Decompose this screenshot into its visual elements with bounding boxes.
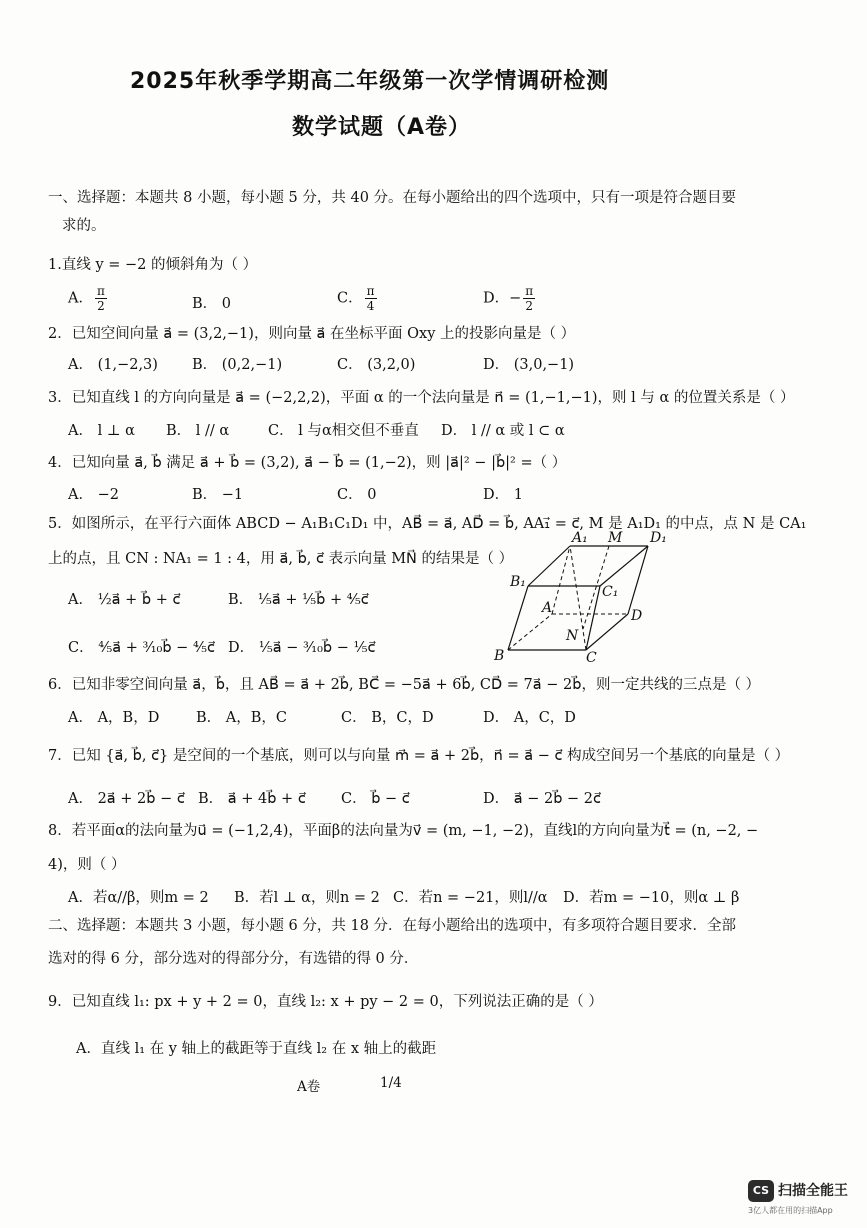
edge-b1-a1 <box>528 546 570 586</box>
question-9-option-a: A．直线 l₁ 在 y 轴上的截距等于直线 l₂ 在 x 轴上的截距 <box>76 1041 437 1057</box>
fraction-denominator: 2 <box>525 299 534 313</box>
scanner-brand: 扫描全能王 <box>778 1183 848 1199</box>
question-8-stem-line2: 4)，则（ ） <box>48 857 126 873</box>
question-9-stem: 9．已知直线 l₁: px + y + 2 = 0，直线 l₂: x + py − 2 = 0，下列说法正确的是（ ） <box>48 994 603 1010</box>
question-1-option-c <box>337 284 379 313</box>
question-2-option-b: B． (0,2,−1) <box>192 357 283 373</box>
page-title: 2025年秋季学期高二年级第一次学情调研检测 <box>130 69 610 94</box>
edge-d-d1 <box>628 546 648 614</box>
question-7-option-b: B． a⃗ + 4b⃗ + c⃗ <box>198 791 306 807</box>
question-1-option-b: B． 0 <box>192 296 231 312</box>
question-5-option-b: B． ⅕a⃗ + ⅕b⃗ + ⅘c⃗ <box>228 592 369 608</box>
question-2-stem: 2．已知空间向量 a⃗ = (3,2,−1)，则向量 a⃗ 在坐标平面 Oxy 上的投影向量是（ ） <box>48 326 576 342</box>
label-b1: B₁ <box>510 574 526 590</box>
question-5-option-d: D． ⅕a⃗ − ³⁄₁₀b⃗ − ⅕c⃗ <box>228 640 376 656</box>
question-6-stem: 6．已知非零空间向量 a⃗，b⃗，且 AB⃗ = a⃗ + 2b⃗, BC⃗ = −5a⃗ + 6b⃗, CD⃗ = 7a⃗ − 2b⃗，则一定共线的三点是（ ） <box>48 677 761 693</box>
fraction-denominator: 2 <box>97 299 105 313</box>
fraction-numerator: π <box>525 284 534 298</box>
question-2-option-c: C． (3,2,0) <box>337 357 416 373</box>
question-5-stem-line2: 上的点，且 CN : NA₁ = 1 : 4，用 a⃗, b⃗, c⃗ 表示向量 MN⃗ 的结果是（ ） <box>48 551 514 567</box>
question-1-option-a <box>68 284 109 313</box>
section2-heading-cont: 选对的得 6 分，部分选对的得部分分，有选错的得 0 分． <box>48 951 419 967</box>
question-8-option-c: C．若n = −21，则l//α <box>393 890 548 906</box>
option-label: C． <box>337 290 363 307</box>
label-d: D <box>631 608 643 624</box>
question-7-option-d: D． a⃗ − 2b⃗ − 2c⃗ <box>483 791 601 807</box>
fraction-denominator: 4 <box>366 299 375 313</box>
question-4-option-d: D． 1 <box>483 487 523 503</box>
question-4-option-b: B． −1 <box>192 487 244 503</box>
option-label: D．− <box>483 290 522 307</box>
label-m: M <box>608 530 623 546</box>
label-d1: D₁ <box>650 530 667 546</box>
question-6-option-d: D． A，C，D <box>483 710 576 726</box>
section2-heading: 二、选择题：本题共 3 小题，每小题 6 分，共 18 分．在每小题给出的选项中，有多项符合题目要求．全部 <box>48 918 737 934</box>
scanner-watermark <box>748 1178 860 1218</box>
question-3-option-d: D． l // α 或 l ⊂ α <box>441 423 565 439</box>
question-4-option-c: C． 0 <box>337 487 377 503</box>
edge-a-a1 <box>552 546 570 614</box>
question-4-option-a: A． −2 <box>68 487 119 503</box>
question-1-stem: 1.直线 y = −2 的倾斜角为（ ） <box>48 257 258 273</box>
question-3-option-b: B． l // α <box>166 423 230 439</box>
edge-b-b1 <box>508 586 528 650</box>
question-8-option-d: D．若m = −10，则α ⊥ β <box>563 890 740 906</box>
section1-heading-cont: 求的。 <box>62 218 106 234</box>
question-5-stem-line1: 5．如图所示，在平行六面体 ABCD − A₁B₁C₁D₁ 中，AB⃗ = a⃗, AD⃗ = b⃗, AA₁⃗ = c⃗, M 是 A₁D₁ 的中点，点 N 是 CA₁ <box>48 516 807 532</box>
question-5-option-a: A． ½a⃗ + b⃗ + c⃗ <box>68 592 181 608</box>
question-5-option-c: C． ⅘a⃗ + ³⁄₁₀b⃗ − ⅘c⃗ <box>68 640 215 656</box>
question-6-option-a: A． A，B，D <box>68 710 160 726</box>
question-2-option-d: D． (3,0,−1) <box>483 357 575 373</box>
question-1-option-d <box>483 284 537 313</box>
footer-paper-label: A卷 <box>297 1079 321 1095</box>
question-8-option-b: B．若l ⊥ α，则n = 2 <box>234 890 380 906</box>
label-a1: A₁ <box>572 530 588 546</box>
footer-page-number: 1/4 <box>380 1075 402 1091</box>
question-6-option-b: B． A，B，C <box>196 710 287 726</box>
question-7-option-a: A． 2a⃗ + 2b⃗ − c⃗ <box>68 791 185 807</box>
edge-c1-d1 <box>600 546 648 586</box>
question-2-option-a: A． (1,−2,3) <box>68 357 158 373</box>
question-3-option-a: A． l ⊥ α <box>68 423 135 439</box>
label-n: N <box>566 628 579 644</box>
fraction-numerator: π <box>366 284 375 298</box>
question-8-stem-line1: 8．若平面α的法向量为u⃗ = (−1,2,4)，平面β的法向量为v⃗ = (m, −1, −2)，直线l的方向向量为t⃗ = (n, −2, − <box>48 823 759 839</box>
option-label: A． <box>68 290 93 307</box>
question-6-option-c: C． B，C，D <box>341 710 434 726</box>
label-c1: C₁ <box>602 584 619 600</box>
label-b: B <box>494 648 505 664</box>
question-7-option-c: C． b⃗ − c⃗ <box>341 791 410 807</box>
label-a: A <box>542 600 553 616</box>
section1-heading: 一、选择题：本题共 8 小题，每小题 5 分，共 40 分。在每小题给出的四个选项中，只有一项是符合题目要 <box>48 190 737 206</box>
question-3-stem: 3．已知直线 l 的方向向量是 a⃗ = (−2,2,2)，平面 α 的一个法向量是 n⃗ = (1,−1,−1)，则 l 与 α 的位置关系是（ ） <box>48 390 795 406</box>
scanner-logo-icon: CS <box>748 1180 774 1202</box>
scanner-tagline: 3亿人都在用的扫描App <box>748 1206 833 1215</box>
parallelepiped-figure <box>490 528 667 666</box>
question-3-option-c: C． l 与α相交但不垂直 <box>268 423 419 439</box>
edge-b-a <box>508 614 552 650</box>
question-4-stem: 4．已知向量 a⃗, b⃗ 满足 a⃗ + b⃗ = (3,2), a⃗ − b⃗ = (1,−2)，则 |a⃗|² − |b⃗|² =（ ） <box>48 455 567 471</box>
label-c: C <box>586 650 597 666</box>
question-8-option-a: A．若α//β，则m = 2 <box>68 890 209 906</box>
page-subtitle: 数学试题（A卷） <box>292 115 472 140</box>
question-7-stem: 7．已知 {a⃗, b⃗, c⃗} 是空间的一个基底，则可以与向量 m⃗ = a⃗ + 2b⃗，n⃗ = a⃗ − c⃗ 构成空间另一个基底的向量是（ ） <box>48 748 790 764</box>
fraction-numerator: π <box>96 284 105 298</box>
